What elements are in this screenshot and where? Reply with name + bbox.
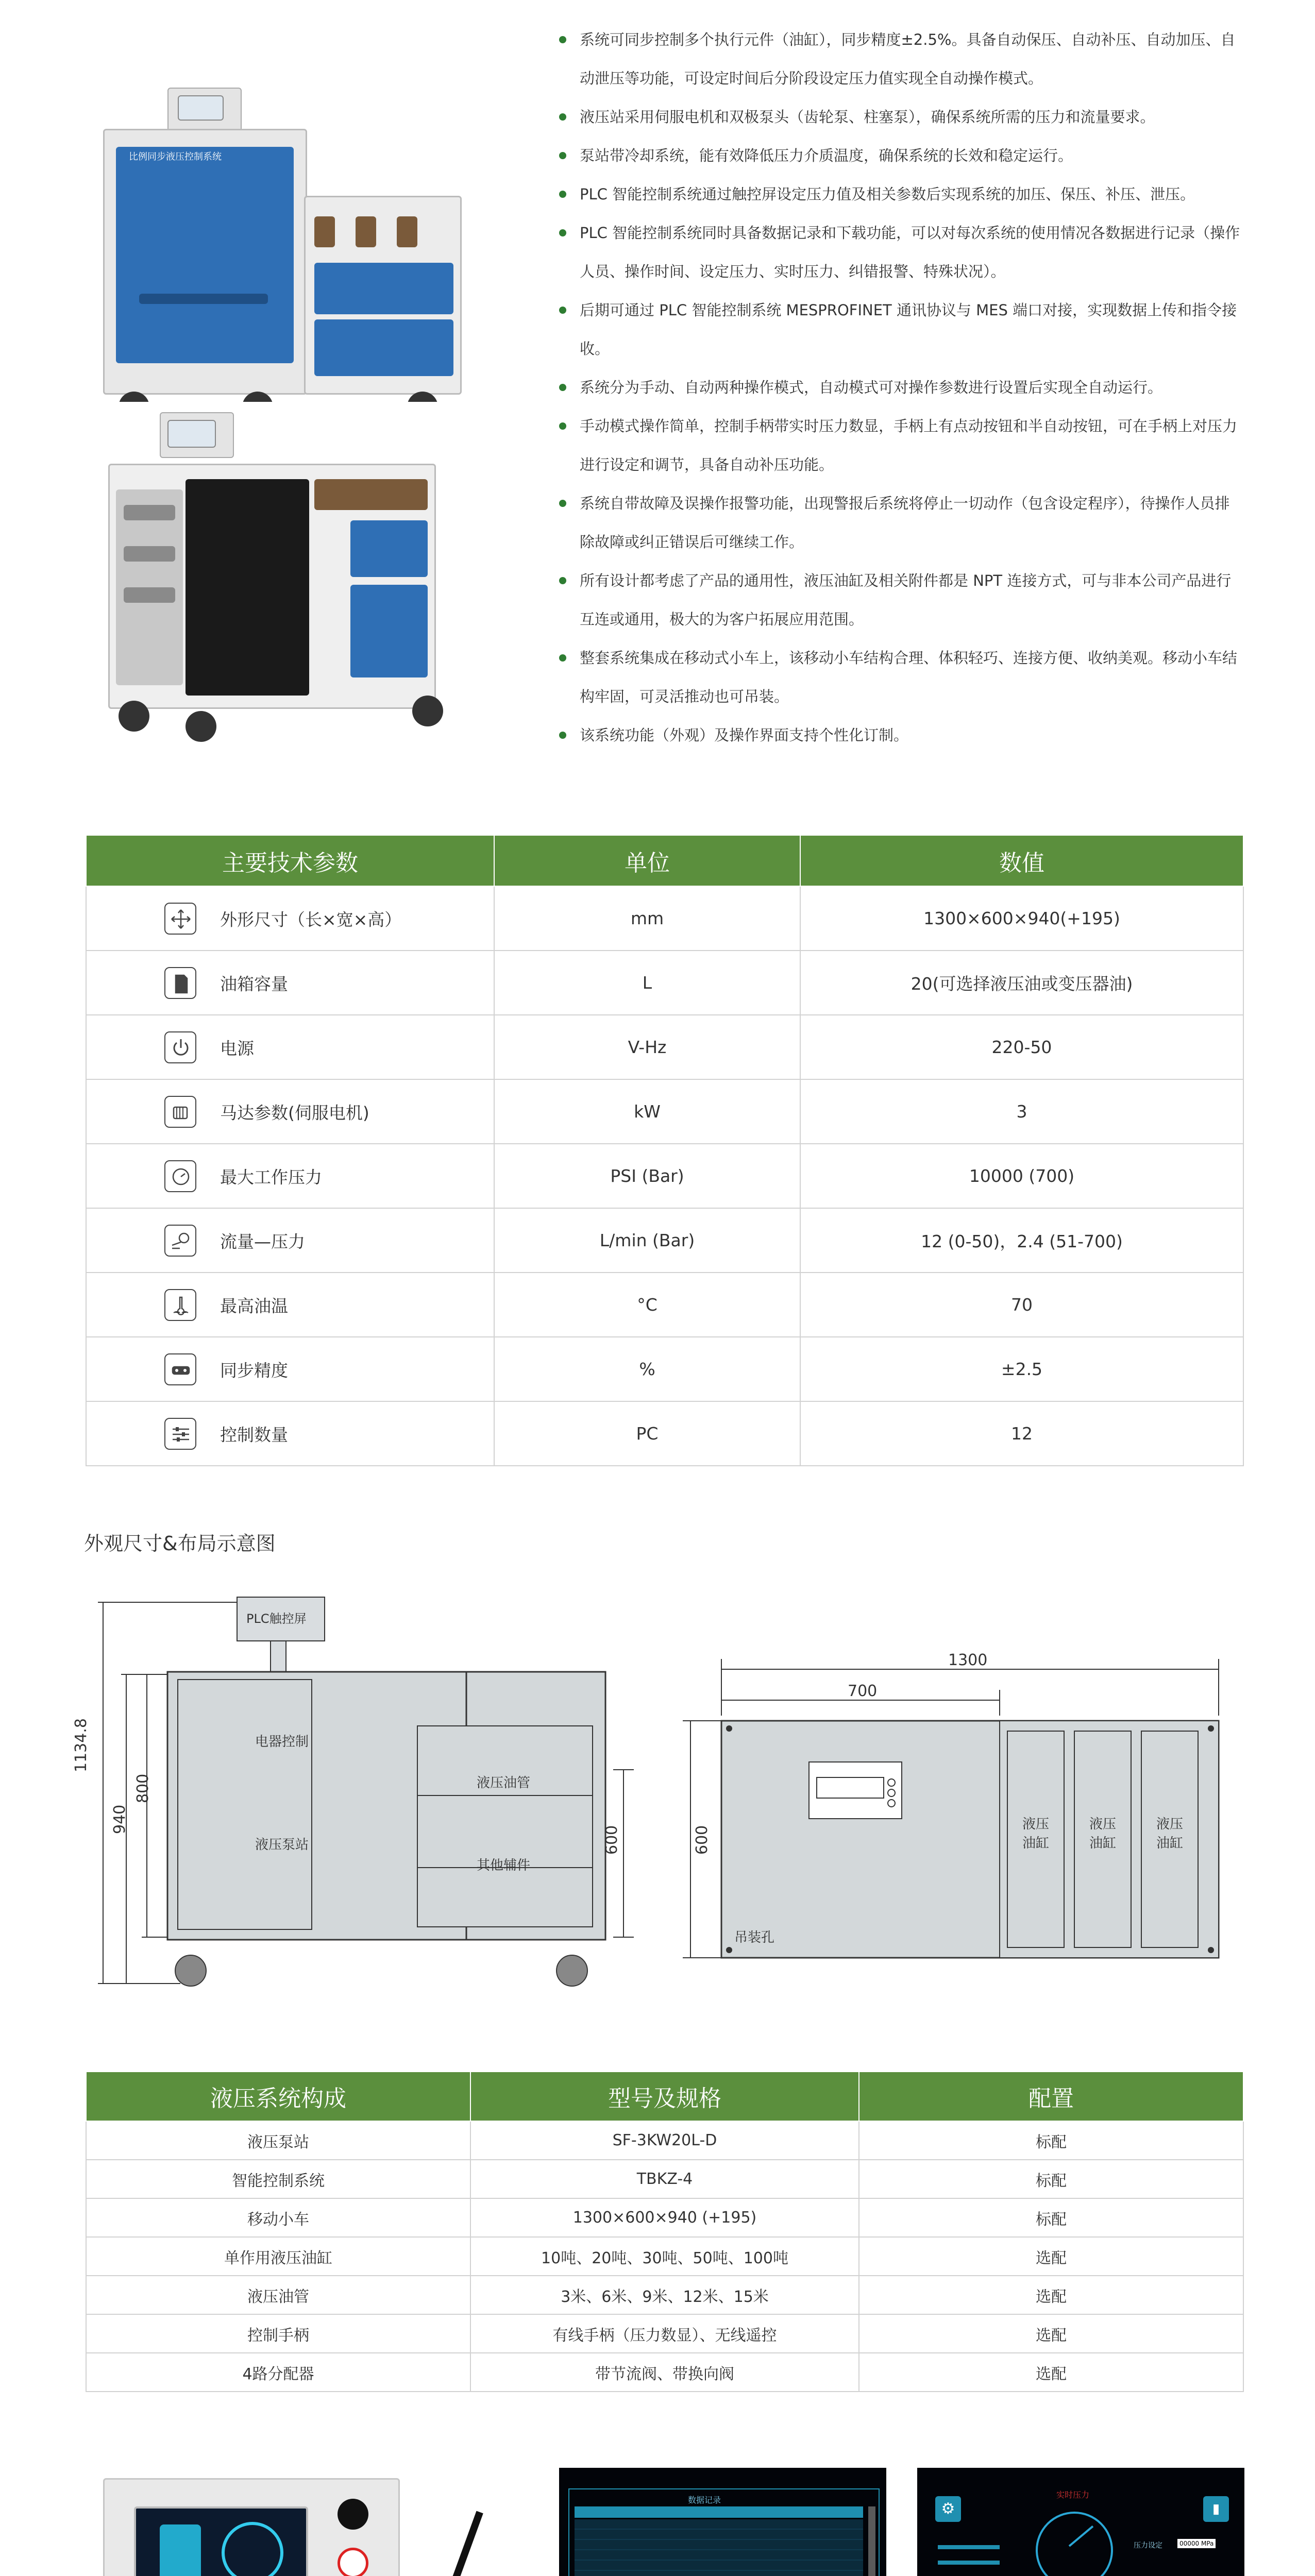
system-part-cell: 液压油管 <box>86 2276 470 2314</box>
spec-unit-cell: L/min (Bar) <box>494 1208 800 1273</box>
spec-param-label: 最大工作压力 <box>220 1167 322 1187</box>
spec-value-cell: 70 <box>800 1273 1243 1337</box>
spec-value-cell: 12 <box>800 1401 1243 1466</box>
dim-800: 800 <box>134 1773 152 1803</box>
system-row <box>86 2314 1243 2353</box>
spec-param-cell <box>86 1401 494 1466</box>
system-row <box>86 2276 1243 2314</box>
feature-text: 所有设计都考虑了产品的通用性，液压油缸及相关附件都是 NPT 连接方式，可与非本公司产品进行互连或通用，极大的为客户拓展应用范围。 <box>580 572 1232 628</box>
oil-tank-icon <box>164 967 196 999</box>
product-photo-1 <box>88 72 469 381</box>
feature-text: 系统自带故障及误操作报警功能，出现警报后系统将停止一切动作（包含设定程序），待操作人员排除故障或纠正错误后可继续工作。 <box>580 495 1230 551</box>
system-model-cell: SF-3KW20L-D <box>470 2121 859 2160</box>
spec-unit-cell: mm <box>494 886 800 951</box>
plc-label: PLC触控屏 <box>246 1612 307 1626</box>
feature-text: 后期可通过 PLC 智能控制系统 MESPROFINET 通讯协议与 MES 端口对接，实现数据上传和指令接收。 <box>580 301 1237 358</box>
feature-text: 该系统功能（外观）及操作界面支持个性化订制。 <box>580 726 909 744</box>
sync-icon <box>164 1353 196 1385</box>
electric-label: 电器控制 <box>255 1734 309 1750</box>
spec-param-cell <box>86 1337 494 1401</box>
spec-value-cell: 12 (0-50)，2.4 (51-700) <box>800 1208 1243 1273</box>
system-model-cell: 带节流阀、带换向阀 <box>470 2353 859 2392</box>
spec-row <box>86 1273 1243 1337</box>
spec-unit-cell: L <box>494 951 800 1015</box>
system-config-cell: 选配 <box>859 2314 1243 2353</box>
system-config-cell: 标配 <box>859 2198 1243 2237</box>
bullet-icon <box>559 422 566 430</box>
bullet-icon <box>559 229 566 236</box>
spec-header-param: 主要技术参数 <box>86 835 494 886</box>
bullet-icon <box>559 307 566 314</box>
feature-text: 整套系统集成在移动式小车上，该移动小车结构合理、体积轻巧、连接方便、收纳美观。移动小车结构牢固，可灵活推动也可吊装。 <box>580 649 1238 705</box>
dim-940: 940 <box>111 1804 129 1834</box>
gauge-icon <box>164 1160 196 1192</box>
spec-param-cell <box>86 886 494 951</box>
system-part-cell: 控制手柄 <box>86 2314 470 2353</box>
spec-header-value: 数值 <box>800 835 1243 886</box>
bullet-icon <box>559 384 566 391</box>
feature-item <box>559 21 1244 98</box>
system-row <box>86 2121 1243 2160</box>
spec-param-cell <box>86 1015 494 1079</box>
screen2-title: 数据记录 <box>688 2495 721 2505</box>
system-table <box>86 2071 1244 2392</box>
system-model-cell: 3米、6米、9米、12米、15米 <box>470 2276 859 2314</box>
system-model-cell: 有线手柄（压力数显）、无线遥控 <box>470 2314 859 2353</box>
pump-label: 液压泵站 <box>255 1837 309 1853</box>
sliders-icon <box>164 1418 196 1450</box>
feature-item <box>559 407 1244 484</box>
photo-label: 比例同步液压控制系统 <box>129 151 222 162</box>
spec-param-label: 马达参数(伺服电机) <box>220 1103 369 1123</box>
cylinder-label-3: 液压油缸 <box>1156 1817 1183 1851</box>
spec-row <box>86 1401 1243 1466</box>
dim-600-front: 600 <box>603 1825 621 1855</box>
product-photo-2 <box>88 402 469 752</box>
feature-item <box>559 175 1244 214</box>
system-row <box>86 2160 1243 2198</box>
spec-value-cell: 20(可选择液压油或变压器油) <box>800 951 1243 1015</box>
feature-text: PLC 智能控制系统同时具备数据记录和下载功能，可以对每次系统的使用情况各数据进行记录（操作人员、操作时间、设定压力、实时压力、纠错报警、特殊状况）。 <box>580 224 1240 280</box>
bullet-icon <box>559 732 566 739</box>
spec-param-label: 油箱容量 <box>220 974 288 994</box>
cylinder-label-1: 液压油缸 <box>1022 1817 1049 1851</box>
spec-value-cell: 220-50 <box>800 1015 1243 1079</box>
feature-item <box>559 639 1244 716</box>
feature-item <box>559 214 1244 291</box>
spec-param-label: 外形尺寸（长×宽×高） <box>220 909 402 929</box>
spec-unit-cell: PC <box>494 1401 800 1466</box>
dim-1134: 1134.8 <box>72 1718 90 1772</box>
feature-item <box>559 98 1244 137</box>
system-row <box>86 2198 1243 2237</box>
lift-hole-label: 吊装孔 <box>734 1930 775 1945</box>
bullet-icon <box>559 500 566 507</box>
system-part-cell: 智能控制系统 <box>86 2160 470 2198</box>
spec-param-cell <box>86 1079 494 1144</box>
control-panel-photo <box>103 2468 500 2576</box>
layout-title: 外观尺寸&布局示意图 <box>84 1532 276 1555</box>
other-label: 其他辅件 <box>477 1858 531 1873</box>
dimensions-icon <box>164 903 196 935</box>
spec-param-cell <box>86 1273 494 1337</box>
realtime-pressure-screen <box>917 2468 1244 2576</box>
spec-row <box>86 1015 1243 1079</box>
system-part-cell: 4路分配器 <box>86 2353 470 2392</box>
system-part-cell: 移动小车 <box>86 2198 470 2237</box>
spec-param-label: 电源 <box>220 1038 254 1058</box>
feature-text: 系统分为手动、自动两种操作模式，自动模式可对操作参数进行设置后实现全自动运行。 <box>580 379 1163 396</box>
spec-param-label: 流量—压力 <box>220 1231 305 1251</box>
feature-text: PLC 智能控制系统通过触控屏设定压力值及相关参数后实现系统的加压、保压、补压、泄压。 <box>580 185 1195 203</box>
feature-item <box>559 137 1244 175</box>
feature-item <box>559 484 1244 562</box>
feature-item <box>559 716 1244 755</box>
spec-param-label: 控制数量 <box>220 1425 288 1445</box>
feature-text: 系统可同步控制多个执行元件（油缸），同步精度±2.5%。具备自动保压、自动补压、自动加压、自动泄压等功能，可设定时间后分阶段设定压力值实现全自动操作模式。 <box>580 31 1236 87</box>
spec-value-cell: 10000 (700) <box>800 1144 1243 1208</box>
feature-list <box>559 21 1244 755</box>
screen3-title: 实时压力 <box>1056 2490 1090 2500</box>
settings-icon[interactable]: ⚙ <box>935 2496 961 2522</box>
system-config-cell: 选配 <box>859 2353 1243 2392</box>
spec-param-cell <box>86 1144 494 1208</box>
spec-table <box>86 835 1244 1466</box>
spec-value-cell: 3 <box>800 1079 1243 1144</box>
system-part-cell: 单作用液压油缸 <box>86 2237 470 2276</box>
front-view-diagram <box>77 1587 670 1999</box>
spec-row <box>86 1208 1243 1273</box>
screen3-label: 压力设定 <box>1134 2541 1162 2550</box>
spec-row <box>86 1079 1243 1144</box>
spec-row <box>86 886 1243 951</box>
motor-icon <box>164 1096 196 1128</box>
system-header-config: 配置 <box>859 2072 1243 2121</box>
system-config-cell: 标配 <box>859 2121 1243 2160</box>
feature-item <box>559 291 1244 368</box>
bullet-icon <box>559 36 566 43</box>
spec-value-cell: 1300×600×940(+195) <box>800 886 1243 951</box>
system-header-part: 液压系统构成 <box>86 2072 470 2121</box>
spec-row <box>86 951 1243 1015</box>
bullet-icon <box>559 577 566 584</box>
hose-label: 液压油管 <box>477 1775 531 1791</box>
system-part-cell: 液压泵站 <box>86 2121 470 2160</box>
feature-text: 手动模式操作简单，控制手柄带实时压力数显，手柄上有点动按钮和半自动按钮，可在手柄上对压力进行设定和调节，具备自动补压功能。 <box>580 417 1238 473</box>
thermometer-icon <box>164 1289 196 1321</box>
feature-item <box>559 562 1244 639</box>
flow-icon <box>164 1225 196 1257</box>
chart-icon[interactable]: ▮ <box>1203 2496 1229 2522</box>
spec-unit-cell: V-Hz <box>494 1015 800 1079</box>
spec-param-label: 最高油温 <box>220 1296 288 1316</box>
system-row <box>86 2237 1243 2276</box>
system-model-cell: TBKZ-4 <box>470 2160 859 2198</box>
system-config-cell: 标配 <box>859 2160 1243 2198</box>
spec-unit-cell: kW <box>494 1079 800 1144</box>
screen3-value[interactable]: 00000 MPa <box>1177 2539 1216 2548</box>
dim-1300: 1300 <box>948 1651 988 1669</box>
bullet-icon <box>559 654 566 662</box>
dim-600-top: 600 <box>693 1825 711 1855</box>
system-model-cell: 1300×600×940 (+195) <box>470 2198 859 2237</box>
spec-unit-cell: PSI (Bar) <box>494 1144 800 1208</box>
system-row <box>86 2353 1243 2392</box>
bullet-icon <box>559 113 566 121</box>
spec-value-cell: ±2.5 <box>800 1337 1243 1401</box>
spec-row <box>86 1337 1243 1401</box>
power-icon <box>164 1031 196 1063</box>
dim-700: 700 <box>848 1682 878 1700</box>
spec-row <box>86 1144 1243 1208</box>
spec-unit-cell: °C <box>494 1273 800 1337</box>
feature-text: 泵站带冷却系统，能有效降低压力介质温度，确保系统的长效和稳定运行。 <box>580 147 1073 164</box>
system-config-cell: 选配 <box>859 2276 1243 2314</box>
system-config-cell: 选配 <box>859 2237 1243 2276</box>
bullet-icon <box>559 152 566 159</box>
system-header-model: 型号及规格 <box>470 2072 859 2121</box>
spec-param-cell <box>86 1208 494 1273</box>
system-model-cell: 10吨、20吨、30吨、50吨、100吨 <box>470 2237 859 2276</box>
feature-item <box>559 368 1244 407</box>
spec-header-unit: 单位 <box>494 835 800 886</box>
spec-param-label: 同步精度 <box>220 1360 288 1380</box>
spec-param-cell <box>86 951 494 1015</box>
feature-text: 液压站采用伺服电机和双极泵头（齿轮泵、柱塞泵），确保系统所需的压力和流量要求。 <box>580 108 1155 126</box>
spec-unit-cell: % <box>494 1337 800 1401</box>
data-record-screen <box>559 2468 886 2576</box>
cylinder-label-2: 液压油缸 <box>1089 1817 1116 1851</box>
bullet-icon <box>559 191 566 198</box>
